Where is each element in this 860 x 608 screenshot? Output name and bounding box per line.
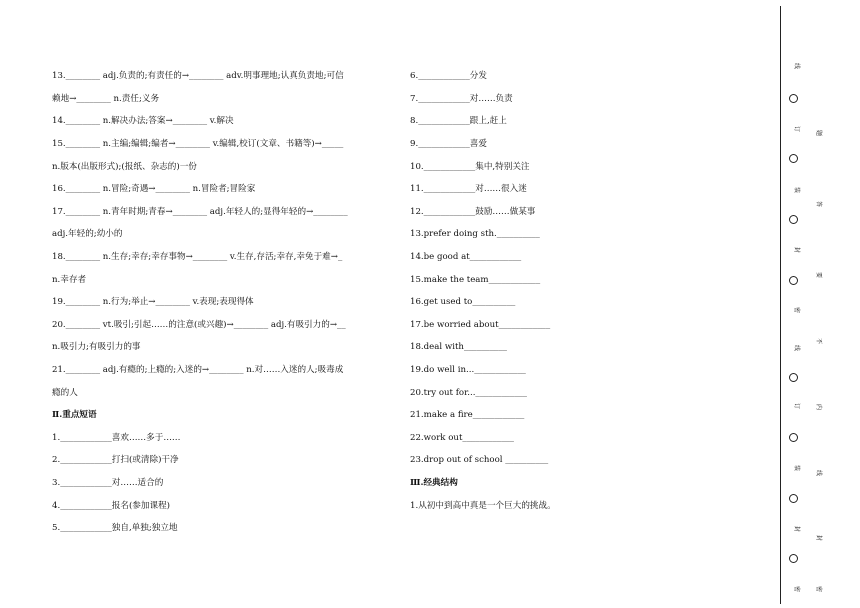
vocab-line: 17.________ n.青年时期;青春→________ adj.年轻人的;显得年轻的→________ [52, 207, 348, 217]
vocab-line: 15.________ n.主编;编辑;编者→________ v.编辑,校订(文章、书籍等)→_____ [52, 139, 344, 149]
vocab-line: 18.________ n.生存;幸存;幸存事物→________ v.生存,存活;幸存,幸免于难→_ [52, 252, 343, 262]
margin-char: 密 [815, 585, 823, 593]
phrase-line: 16.get used to__________ [410, 297, 516, 307]
margin-char: 线 [793, 344, 801, 352]
phrase-line: 3.____________对……适合的 [52, 478, 164, 488]
phrase-line: 17.be worried about____________ [410, 320, 551, 330]
vocab-line: 16.________ n.冒险;奇遇→________ n.冒险者;冒险家 [52, 184, 256, 194]
phrase-line: 12.____________鼓励……做某事 [410, 207, 536, 217]
margin-char: 线 [793, 62, 801, 70]
vocab-line: 14.________ n.解决办法;答案→________ v.解决 [52, 116, 234, 126]
phrase-line: 13.prefer doing sth.__________ [410, 229, 540, 239]
phrase-line: 10.____________集中,特别关注 [410, 162, 530, 172]
vocab-line: 19.________ n.行为;举止→________ v.表现;表现得体 [52, 297, 254, 307]
binding-hole-icon [789, 215, 798, 224]
section-title-phrases: Ⅱ.重点短语 [52, 410, 97, 420]
margin-char: 封 [815, 534, 823, 542]
section-title-structures: Ⅲ.经典结构 [410, 478, 458, 488]
phrase-line: 1.____________喜欢……多于…… [52, 433, 181, 443]
phrase-line: 8.____________跟上,赶上 [410, 116, 507, 126]
binding-hole-icon [789, 494, 798, 503]
margin-char: 题 [815, 129, 823, 137]
phrase-line: 14.be good at____________ [410, 252, 522, 262]
binding-margin [778, 0, 860, 608]
vocab-line: 赖地→________ n.责任;义务 [52, 94, 160, 104]
margin-char: 要 [815, 271, 823, 279]
binding-hole-icon [789, 554, 798, 563]
vocab-line: n.吸引力;有吸引力的事 [52, 342, 141, 352]
phrase-line: 11.____________对……很入迷 [410, 184, 527, 194]
margin-char: 装 [793, 186, 801, 194]
vocab-line: 瘾的人 [52, 388, 78, 398]
margin-char: 封 [793, 246, 801, 254]
phrase-line: 22.work out____________ [410, 433, 514, 443]
margin-char: 答 [815, 200, 823, 208]
vocab-line: 20.________ vt.吸引;引起……的注意(或兴趣)→________ adj.有吸引力的→__ [52, 320, 346, 330]
vocab-line: n.版本(出版形式);(报纸、杂志的)一份 [52, 162, 197, 172]
margin-char: 密 [793, 585, 801, 593]
vocab-line: 21.________ adj.有瘾的;上瘾的;入迷的→________ n.对……入迷的人;吸毒成 [52, 365, 344, 375]
phrase-line: 5.____________独自,单独;独立地 [52, 523, 178, 533]
vocab-line: 13.________ adj.负责的;有责任的→________ adv.明事理地;认真负责地;可信 [52, 71, 344, 81]
structure-line: 1.从初中到高中真是一个巨大的挑战。 [410, 501, 556, 511]
margin-char: 线 [815, 469, 823, 477]
phrase-line: 20.try out for...____________ [410, 388, 527, 398]
phrase-line: 15.make the team____________ [410, 275, 541, 285]
margin-char: 不 [815, 337, 823, 345]
phrase-line: 23.drop out of school __________ [410, 455, 549, 465]
margin-char: 订 [793, 125, 801, 133]
phrase-line: 19.do well in...____________ [410, 365, 526, 375]
binding-hole-icon [789, 433, 798, 442]
phrase-line: 2.____________打扫(或清除)干净 [52, 455, 179, 465]
binding-hole-icon [789, 276, 798, 285]
margin-char: 内 [815, 403, 823, 411]
binding-hole-icon [789, 154, 798, 163]
vocab-line: adj.年轻的;幼小的 [52, 229, 123, 239]
phrase-line: 21.make a fire____________ [410, 410, 525, 420]
phrase-line: 18.deal with__________ [410, 342, 507, 352]
binding-hole-icon [789, 373, 798, 382]
phrase-line: 6.____________分发 [410, 71, 487, 81]
binding-hole-icon [789, 94, 798, 103]
phrase-line: 4.____________报名(参加课程) [52, 501, 171, 511]
margin-char: 订 [793, 402, 801, 410]
phrase-line: 7.____________对……负责 [410, 94, 513, 104]
margin-char: 密 [793, 306, 801, 314]
margin-char: 装 [793, 464, 801, 472]
margin-char: 封 [793, 525, 801, 533]
phrase-line: 9.____________喜爱 [410, 139, 487, 149]
vocab-line: n.幸存者 [52, 275, 87, 285]
